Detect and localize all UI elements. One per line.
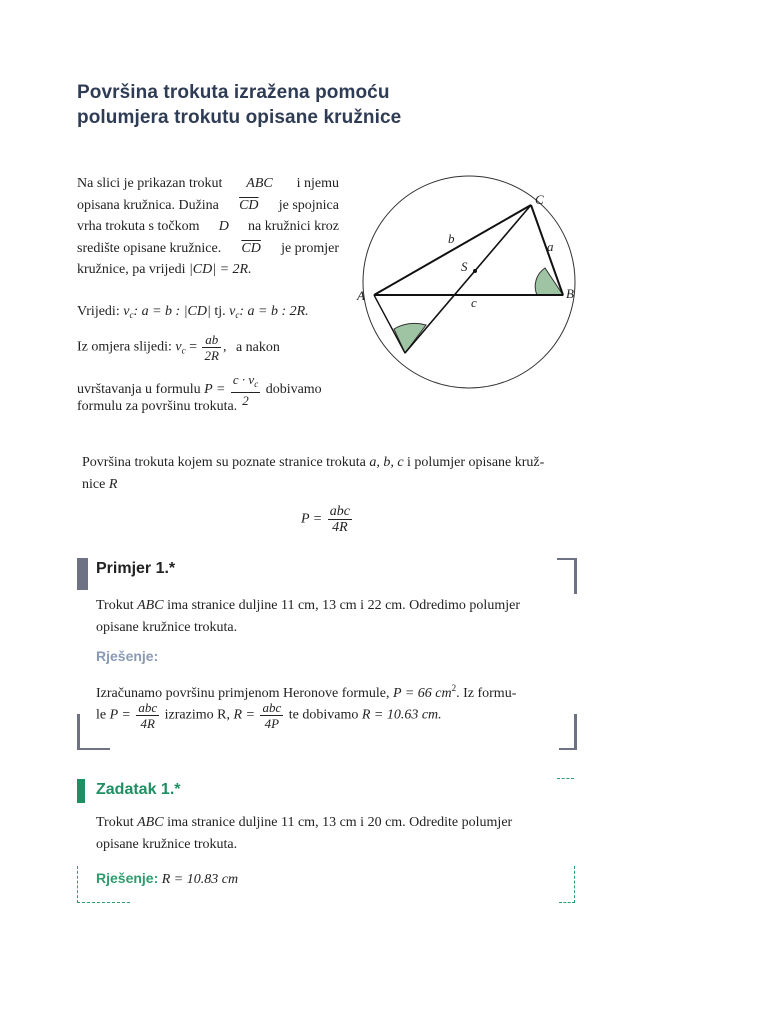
relation-line-3: uvrštavanja u formulu P = $\frac{c \cdot v_c}{2}$ dobivamo	[77, 372, 322, 408]
area-formula: P = $\frac{\text{abc}}{4R}$	[301, 504, 350, 535]
side-b	[374, 205, 531, 295]
angle-arc-d	[394, 323, 426, 353]
label-vertex-b: B	[566, 286, 574, 301]
task-solution-label: Rješenje:	[96, 870, 159, 886]
example-text: Trokut ABC ima stranice duljine 11 cm, 13 cm i 22 cm. Odredimo polumjer opisane kružnice trokuta.	[96, 598, 520, 635]
label-vertex-c: C	[535, 192, 544, 207]
example-corner-bottom-right	[559, 714, 577, 750]
example-accent-bar	[77, 558, 88, 590]
task-corner-bottom-left	[77, 866, 130, 903]
label-vertex-a: A	[357, 288, 365, 303]
relation-line-1: Vrijedi: $v_c$: a = b : |CD| tj. $v_c$: a = b : 2R.	[77, 304, 309, 320]
task-corner-top-right	[557, 778, 574, 780]
intro-paragraph: Na slici je prikazan trokut ABC i njemu opisana kružnica. Dužina $\overline{CD}$ je spojnica vrha trokuta s točkom D na kružnici kroz središte opisane kružnice. $\overline{CD}$ je promjer kružnice, pa vrijedi |CD| = 2R.	[77, 176, 339, 277]
center-point	[473, 269, 477, 273]
segment-ad	[374, 295, 405, 353]
label-center-s: S	[461, 259, 468, 274]
task-accent-bar	[77, 779, 85, 803]
area-statement: Površina trokuta kojem su poznate stranice trokuta a, b, c i polumjer opisane kruž- nice R	[82, 455, 545, 492]
example-solution-label: Rješenje:	[96, 648, 159, 664]
triangle-circumcircle-figure	[340, 175, 590, 395]
task-solution-value: R = 10.83 cm	[161, 872, 239, 887]
fraction-vc: $\frac{ab}{2R}$	[204, 332, 219, 363]
fraction-area: $\frac{c \cdot v_c}{2}$	[232, 372, 259, 408]
page-title	[77, 80, 401, 130]
example-corner-top-right	[557, 558, 577, 594]
label-side-a: a	[547, 239, 554, 254]
relation-line-2: Iz omjera slijedi: $v_c$ = $\frac{ab}{2R}$ , a nakon	[77, 332, 280, 363]
task-corner-bottom-right	[559, 866, 575, 903]
label-side-b: b	[448, 231, 455, 246]
title-line-2: polumjera trokutu opisane kružnice	[77, 107, 402, 128]
task-heading: Zadatak 1.*	[96, 781, 181, 798]
example-solution-line-1: Izračunamo površinu primjenom Heronove formule, P = 66 $cm^2$. Iz formu-	[96, 683, 517, 701]
relation-line-4: formulu za površinu trokuta.	[77, 399, 238, 414]
example-solution-line-2: le P = $\frac{\text{abc}}{4R}$ izrazimo R, R = $\frac{\text{abc}}{4P}$ te dobivamo R = 10.63 cm.	[96, 700, 442, 731]
title-line-1: Površina trokuta izražena pomoću	[77, 82, 390, 103]
label-side-c: c	[471, 295, 477, 310]
example-heading: Primjer 1.*	[96, 560, 176, 577]
task-text: Trokut ABC ima stranice duljine 11 cm, 13 cm i 20 cm. Odredite polumjer opisane kružnice trokuta.	[96, 815, 513, 852]
diameter-cd	[405, 205, 531, 353]
